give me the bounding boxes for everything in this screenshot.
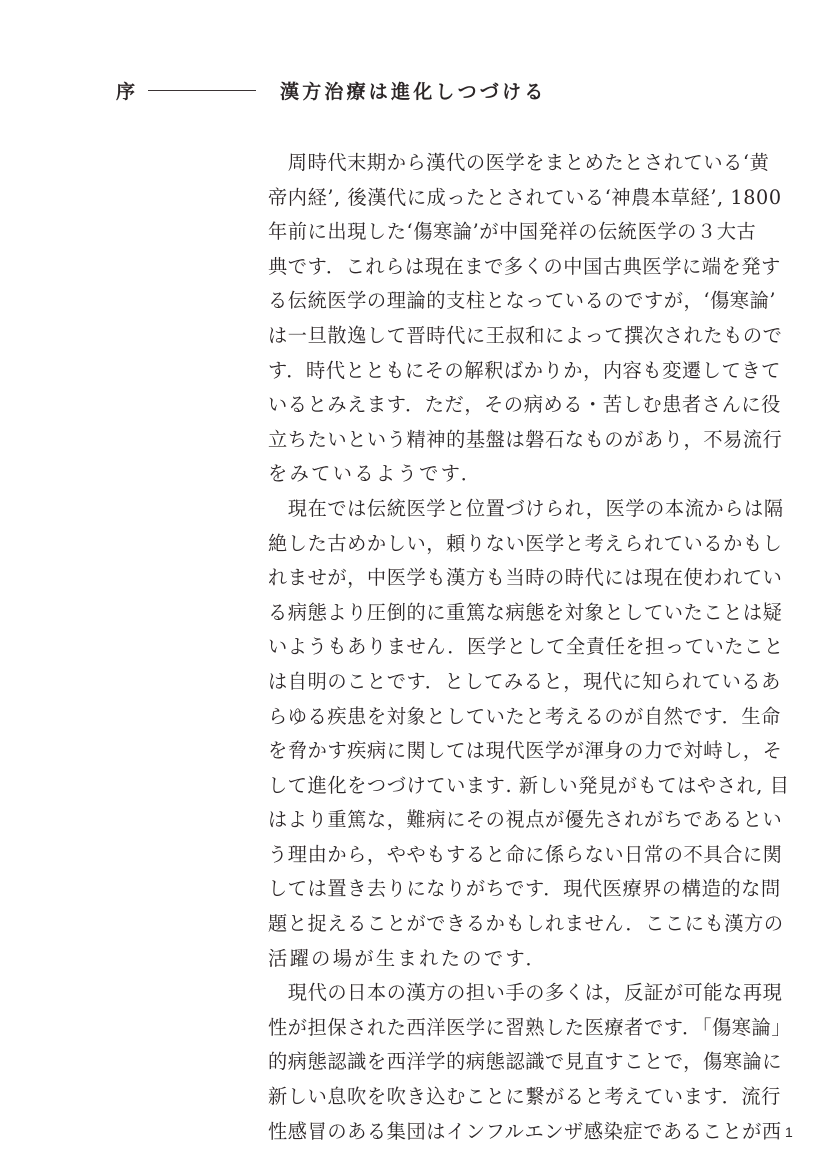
text-line: 新しい息吹を吹き込むことに繋がると考えています．流行	[268, 1085, 781, 1109]
text-line: る伝統医学の理論的支柱となっているのですが，‘傷寒論’	[268, 289, 777, 313]
heading-rule	[148, 90, 256, 91]
text-line: う理由から，ややもすると命に係らない日常の不具合に関	[268, 842, 783, 866]
text-line: は一旦散逸して晋時代に王叔和によって撰次されたもので	[268, 323, 783, 347]
text-line: 絶した古めかしい，頼りない医学と考えられているかもし	[268, 531, 783, 555]
text-line: 典です．これらは現在まで多くの中国古典医学に端を発す	[268, 254, 781, 278]
text-line: れませが，中医学も漢方も当時の時代には現在使われてい	[268, 566, 783, 590]
chapter-heading	[116, 74, 546, 106]
text-line: 立ちたいという精神的基盤は磐石なものがあり，不易流行	[268, 427, 783, 451]
text-line: る病態より圧倒的に重篤な病態を対象としていたことは疑	[268, 600, 783, 624]
page-number: 1	[785, 1124, 793, 1140]
text-line: いるとみえます．ただ，その病める・苦しむ患者さんに役	[268, 393, 781, 417]
text-line: しては置き去りになりがちです．現代医療界の構造的な問	[268, 877, 781, 901]
text-line: して進化をつづけています. 新しい発見がもてはやされ, 目	[268, 773, 790, 797]
chapter-label: 序	[116, 80, 137, 103]
text-line: らゆる疾患を対象としていたと考えるのが自然です．生命	[268, 704, 781, 728]
text-line: をみているようです．	[268, 462, 483, 486]
text-line: 的病態認識を西洋学的病態認識で見直すことで，傷寒論に	[268, 1050, 783, 1074]
text-line: 周時代末期から漢代の医学をまとめたとされている‘黄	[268, 151, 770, 174]
text-line: 現在では伝統医学と位置づけられ，医学の本流からは隔	[268, 496, 784, 520]
text-line: 現代の日本の漢方の担い手の多くは，反証が可能な再現	[268, 981, 783, 1005]
text-line: 性感冒のある集団はインフルエンザ感染症であることが西	[268, 1119, 782, 1143]
text-line: 性が担保された西洋医学に習熟した医療者です．「傷寒論」	[268, 1015, 792, 1039]
text-line: は自明のことです．としてみると，現代に知られているあ	[268, 669, 781, 693]
text-line: 帝内経’, 後漢代に成ったとされている‘神農本草経’, 1800	[268, 185, 782, 209]
text-line: す．時代とともにその解釈ばかりか，内容も変遷してきて	[268, 358, 781, 382]
body-text	[268, 146, 792, 1149]
text-line: 活躍の場が生まれたのです．	[268, 946, 548, 970]
text-line: 年前に出現した‘傷寒論’が中国発祥の伝統医学の３大古	[268, 220, 757, 244]
text-line: 題と捉えることができるかもしれません．ここにも漢方の	[268, 912, 784, 936]
text-line: を脅かす疾病に関しては現代医学が渾身の力で対峙し，そ	[268, 739, 783, 763]
chapter-title: 漢方治療は進化しつづける	[280, 80, 547, 103]
text-line: いようもありません．医学として全責任を担っていたこと	[268, 635, 784, 659]
text-line: はより重篤な，難病にその視点が優先されがちであるとい	[268, 808, 783, 832]
